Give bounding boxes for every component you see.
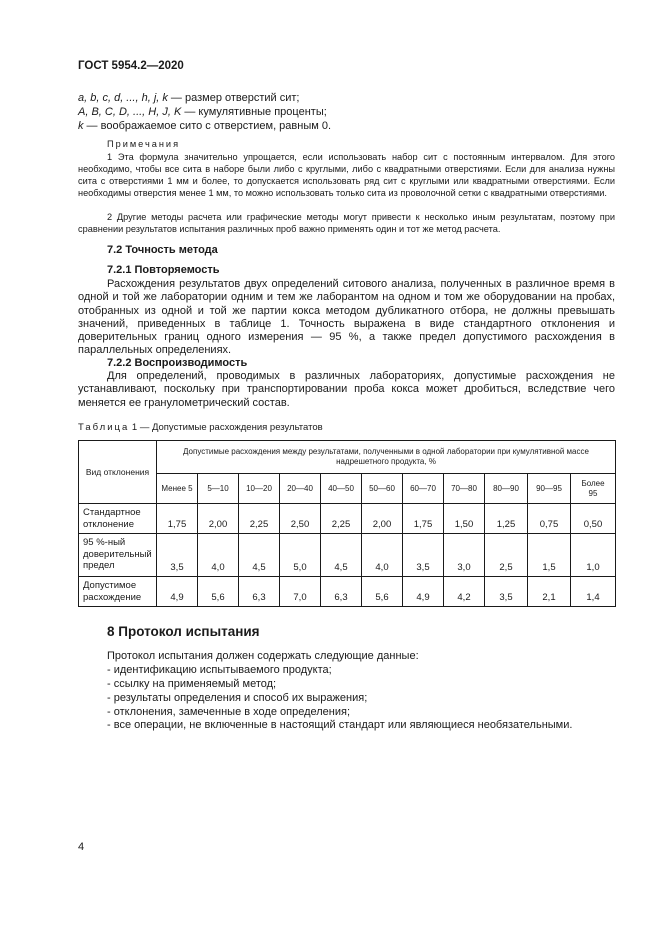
legend-text: — кумулятивные проценты; (181, 106, 327, 118)
table-cell: 3,0 (444, 534, 485, 577)
legend-symbols: A, B, C, D, ..., H, J, K (78, 106, 182, 118)
table-cell: 6,3 (239, 577, 280, 607)
list-item: - ссылку на применяемый метод; (107, 678, 277, 690)
table-cell: 1,75 (157, 504, 198, 534)
col-header: Менее 5 (157, 474, 198, 504)
list-item: - идентификацию испытываемого продукта; (107, 664, 332, 676)
table-cell: 3,5 (403, 534, 444, 577)
col-header: 20—40 (280, 474, 321, 504)
table-cell: 3,5 (157, 534, 198, 577)
table-cell: 5,6 (362, 577, 403, 607)
table-cell: 3,5 (485, 577, 528, 607)
table-cell: 1,4 (571, 577, 616, 607)
table-cell: 1,50 (444, 504, 485, 534)
table-cell: 1,5 (528, 534, 571, 577)
list-item: - результаты определения и способ их выражения; (107, 692, 368, 704)
legend-text: — размер отверстий сит; (167, 92, 300, 104)
tolerance-table (78, 440, 616, 607)
table-cell: 4,9 (157, 577, 198, 607)
col-header: 80—90 (485, 474, 528, 504)
table-cell: 7,0 (280, 577, 321, 607)
col-header: Более 95 (571, 474, 616, 504)
table-caption-word: Таблица (78, 422, 130, 433)
legend-text: — воображаемое сито с отверстием, равным 0. (83, 120, 332, 132)
group-header: Допустимые расхождения между результатами, полученными в одной лаборатории при кумулятивной массе надрешетного продукта, % (157, 441, 616, 474)
legend-line-1 (78, 92, 300, 105)
table-cell: 1,25 (485, 504, 528, 534)
table-row (79, 534, 616, 577)
table-caption (78, 422, 323, 433)
legend-symbols: k (78, 120, 84, 132)
section-7-2-2-text: Для определений, проводимых в различных лабораториях, допустимые расхождения не устанавливают, поскольку при транспортировании проба кокса может дробиться, вследствие чего меняется ее гранулометрический состав. (78, 370, 615, 409)
table-cell: 2,50 (280, 504, 321, 534)
list-item: - все операции, не включенные в настоящий стандарт или являющиеся необязательными. (107, 719, 573, 731)
table-cell: 4,5 (321, 534, 362, 577)
table-cell: 5,6 (198, 577, 239, 607)
table-cell: 4,0 (198, 534, 239, 577)
table-cell: 0,50 (571, 504, 616, 534)
table-cell: 6,3 (321, 577, 362, 607)
section-8-title: 8 Протокол испытания (107, 624, 260, 639)
table-cell: 4,0 (362, 534, 403, 577)
table-cell: 4,2 (444, 577, 485, 607)
section-8-intro: Протокол испытания должен содержать следующие данные: (107, 650, 419, 662)
table-cell: 2,00 (198, 504, 239, 534)
notes-title: Примечания (107, 139, 181, 149)
table-row (79, 577, 616, 607)
note-2: 2 Другие методы расчета или графические методы могут привести к несколько иным результатам, поэтому при сравнении результатов испытания различных проб важно применять один и тот же метод расчета. (78, 212, 615, 234)
col-header: 40—50 (321, 474, 362, 504)
table-caption-text: 1 — Допустимые расхождения результатов (131, 422, 323, 433)
list-item: - отклонения, замеченные в ходе определения; (107, 706, 351, 718)
section-7-2-1-text: Расхождения результатов двух определений ситового анализа, полученных в различное время в одной и той же лаборатории одним и тем же лаборантом на одном и том же оборудовании на пробах, отобранных из одной и той же партии кокса методом дубликатного отбора, не должны превышать значений, приведенных в таблице 1. Точность выражена в виде стандартного отклонения и доверительных границ одного измерения — 95 %, а также предел допустимого расхождения в параллельных определениях. (78, 278, 615, 357)
col-header: 60—70 (403, 474, 444, 504)
col-header: 90—95 (528, 474, 571, 504)
section-7-2-2-title: 7.2.2 Воспроизводимость (107, 357, 248, 369)
table-header-row-1 (79, 441, 616, 474)
table-cell: 2,1 (528, 577, 571, 607)
col-header: 50—60 (362, 474, 403, 504)
legend-line-2 (78, 106, 327, 119)
col-header: 70—80 (444, 474, 485, 504)
row-label: Допустимое расхождение (79, 577, 157, 607)
table-row (79, 504, 616, 534)
table-header-row-2 (79, 474, 616, 504)
legend-symbols: a, b, c, d, ..., h, j, k (78, 92, 168, 104)
row-label: 95 %-ный доверительный предел (79, 534, 157, 577)
section-7-2-1-title: 7.2.1 Повторяемость (107, 264, 220, 276)
legend-line-3 (78, 120, 331, 133)
note-1: 1 Эта формула значительно упрощается, если использовать набор сит с постоянным интервалом. Для этого необходимо, чтобы все сита в наборе были либо с круглыми, либо с квадратными отверстиями. Если для анализа нужны сита с отверстиями 1 мм и более, то допускается использовать ряд сит с круглыми или квадратными отверстиями. Если необходимы отверстия менее 1 мм, то можно использовать только сита из проволочной сетки с квадратными отверстиями. (78, 152, 615, 198)
table-cell: 5,0 (280, 534, 321, 577)
table-cell: 4,5 (239, 534, 280, 577)
col-header-deviation: Вид отклонения (79, 441, 157, 504)
section-7-2-title: 7.2 Точность метода (107, 244, 218, 256)
table-cell: 0,75 (528, 504, 571, 534)
table-cell: 2,5 (485, 534, 528, 577)
document-header: ГОСТ 5954.2—2020 (78, 60, 184, 72)
col-header: 10—20 (239, 474, 280, 504)
table-cell: 4,9 (403, 577, 444, 607)
page-number: 4 (78, 841, 85, 853)
table-cell: 2,25 (321, 504, 362, 534)
table-cell: 2,25 (239, 504, 280, 534)
col-header: 5—10 (198, 474, 239, 504)
row-label: Стандартное отклонение (79, 504, 157, 534)
table-cell: 2,00 (362, 504, 403, 534)
table-cell: 1,0 (571, 534, 616, 577)
table-cell: 1,75 (403, 504, 444, 534)
